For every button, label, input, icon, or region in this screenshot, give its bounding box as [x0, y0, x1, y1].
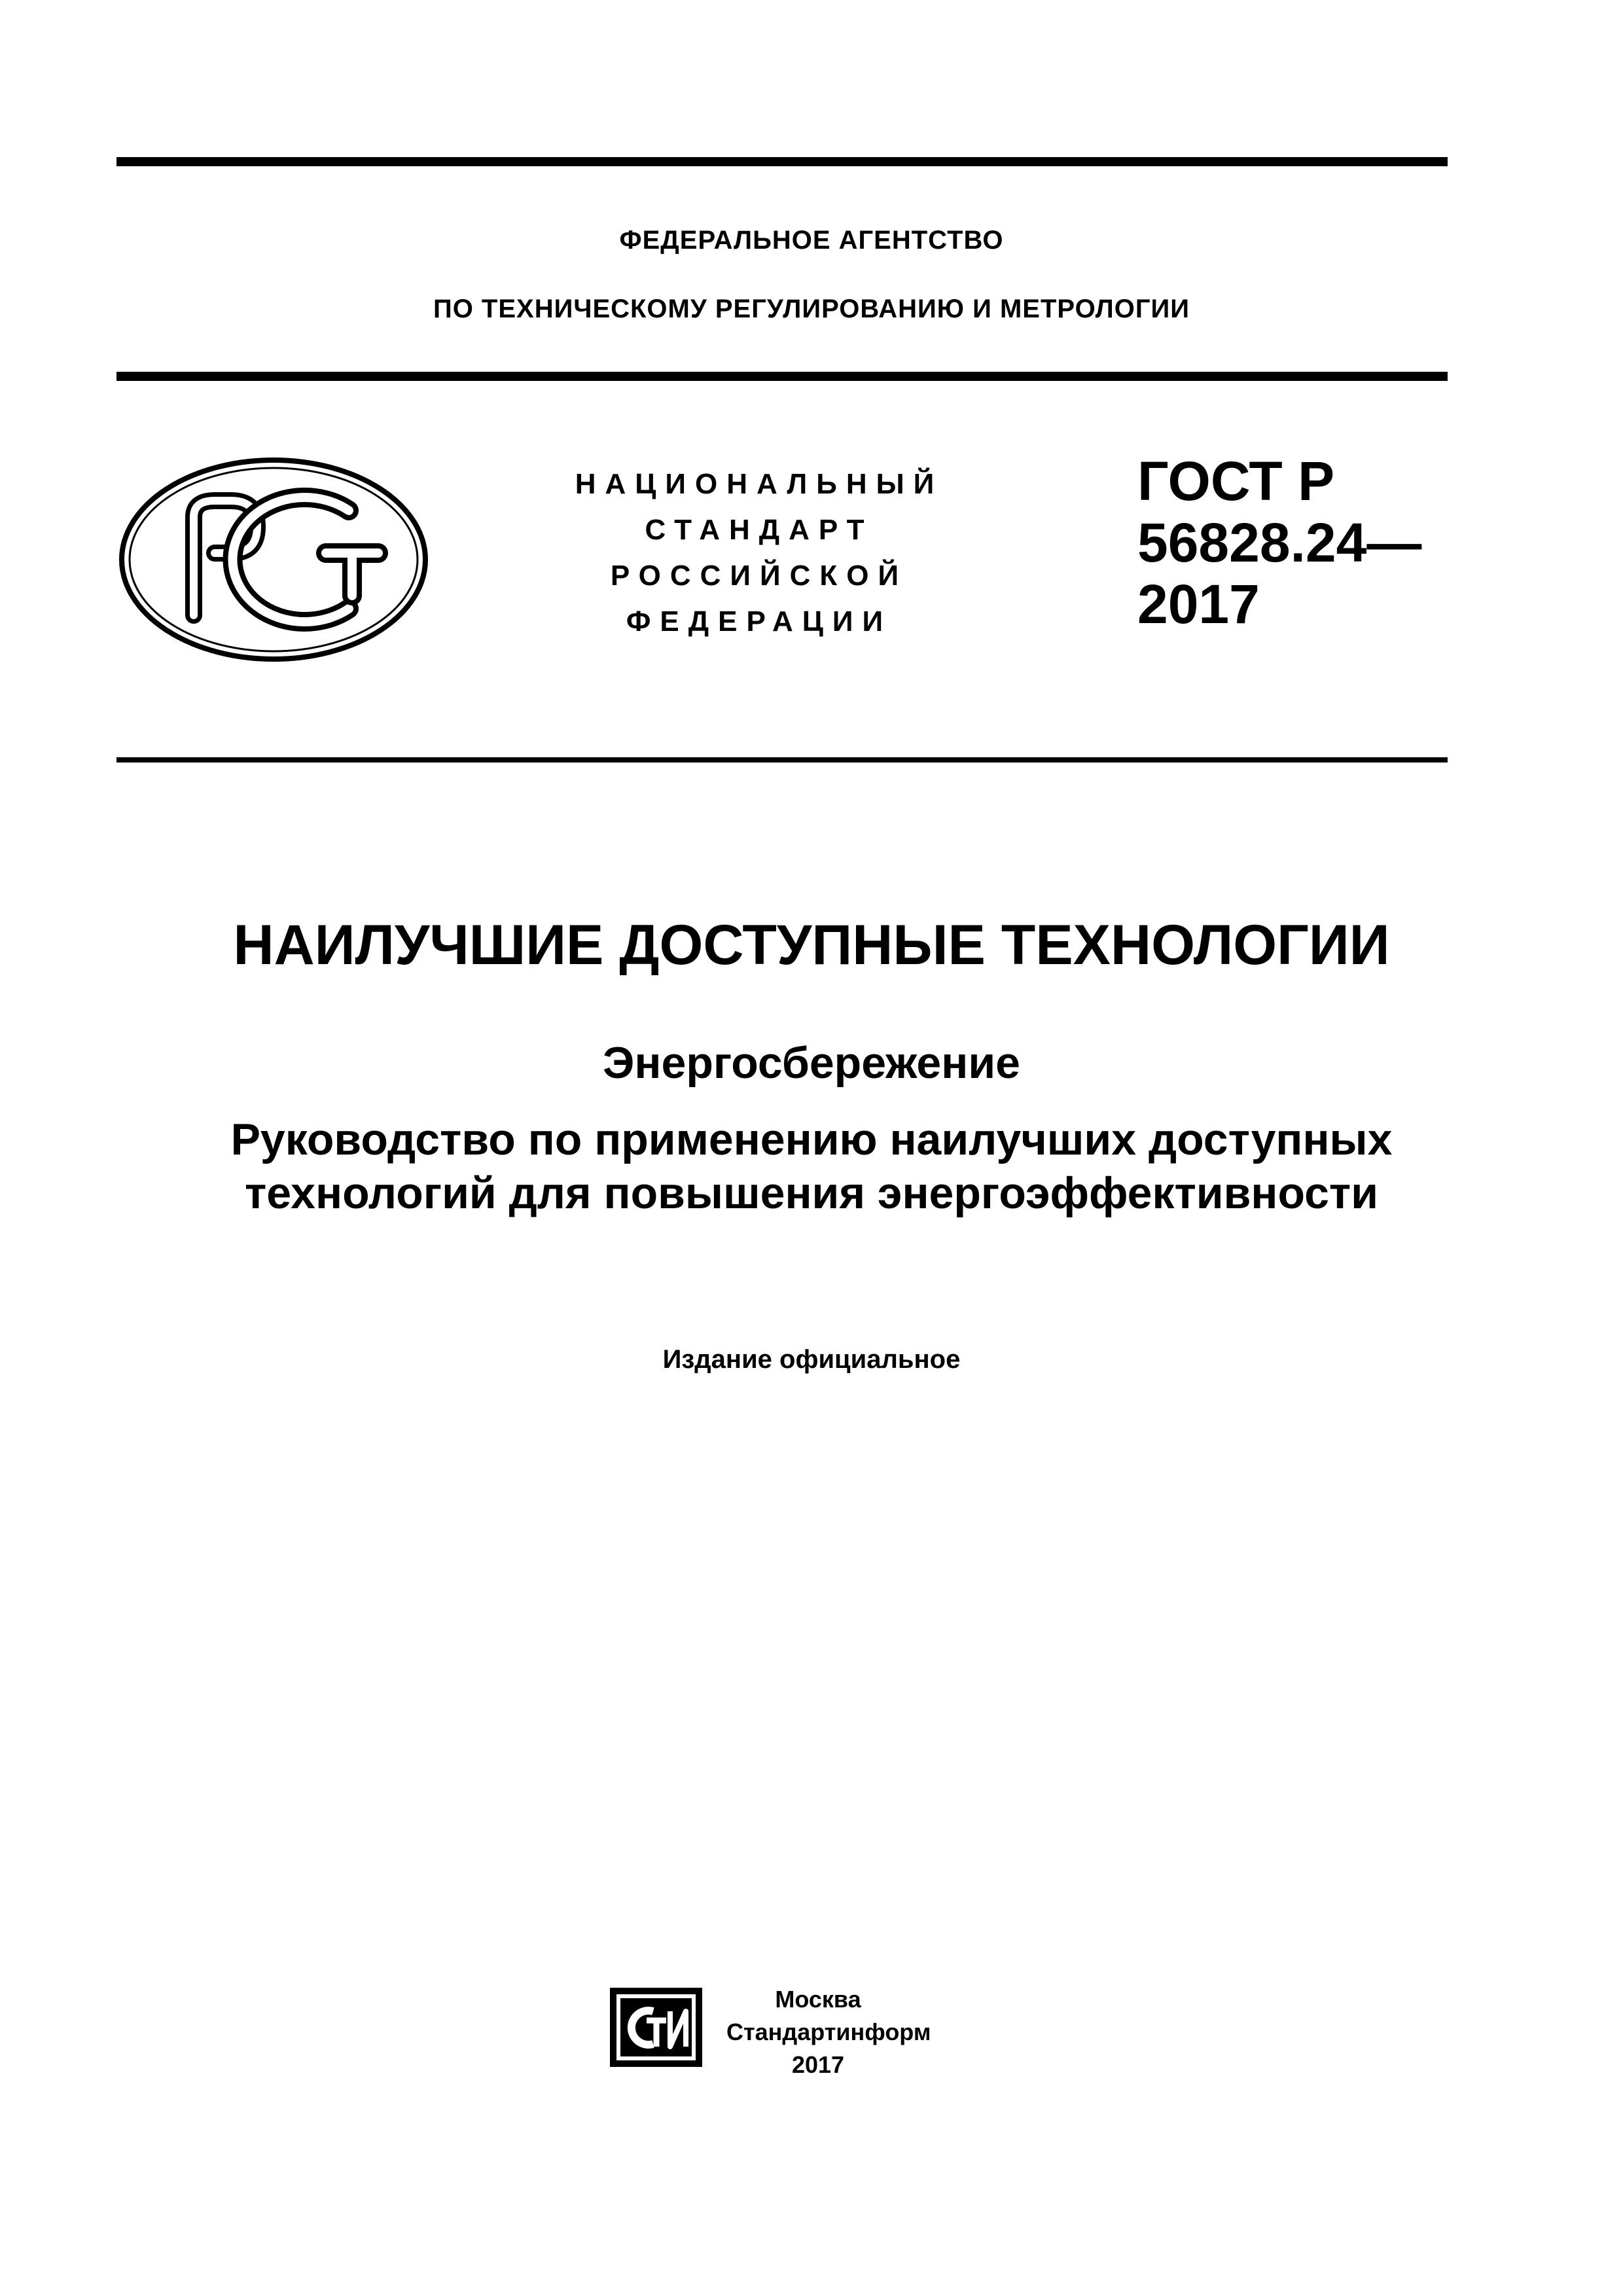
- document-guide-title: [0, 1113, 1623, 1220]
- rst-certification-logo-icon: [116, 455, 431, 664]
- publisher-info: [726, 1983, 931, 2081]
- guide-line-1: Руководство по применению наилучших доступных: [230, 1115, 1393, 1164]
- standard-rule: [116, 757, 1448, 762]
- standard-type-line: НАЦИОНАЛЬНЫЙ: [575, 468, 944, 500]
- publisher-name: Стандартинформ: [726, 2018, 931, 2045]
- gost-year: 2017: [1137, 573, 1260, 635]
- publisher-year: 2017: [791, 2051, 845, 2078]
- header-rule: [116, 372, 1448, 381]
- agency-line-1: ФЕДЕРАЛЬНОЕ АГЕНТСТВО: [619, 226, 1004, 255]
- edition-note: Издание официальное: [662, 1345, 961, 1374]
- top-rule: [116, 157, 1448, 166]
- standard-type-line: РОССИЙСКОЙ: [610, 560, 908, 592]
- guide-line-2: технологий для повышения энергоэффективности: [244, 1168, 1379, 1218]
- standard-type-line: СТАНДАРТ: [645, 514, 874, 546]
- document-title: НАИЛУЧШИЕ ДОСТУПНЫЕ ТЕХНОЛОГИИ: [233, 914, 1390, 977]
- gost-number: 56828.24—: [1137, 512, 1422, 573]
- agency-line-2: ПО ТЕХНИЧЕСКОМУ РЕГУЛИРОВАНИЮ И МЕТРОЛОГИИ: [433, 295, 1190, 323]
- document-subtitle: Энергосбережение: [603, 1038, 1020, 1088]
- gost-prefix: ГОСТ Р: [1137, 450, 1335, 512]
- standard-type: [510, 461, 1008, 645]
- standard-type-line: ФЕДЕРАЦИИ: [626, 605, 893, 637]
- gost-designation: [1137, 450, 1421, 635]
- publisher-city: Москва: [775, 1986, 861, 2013]
- standartinform-logo-icon: [609, 1986, 704, 2068]
